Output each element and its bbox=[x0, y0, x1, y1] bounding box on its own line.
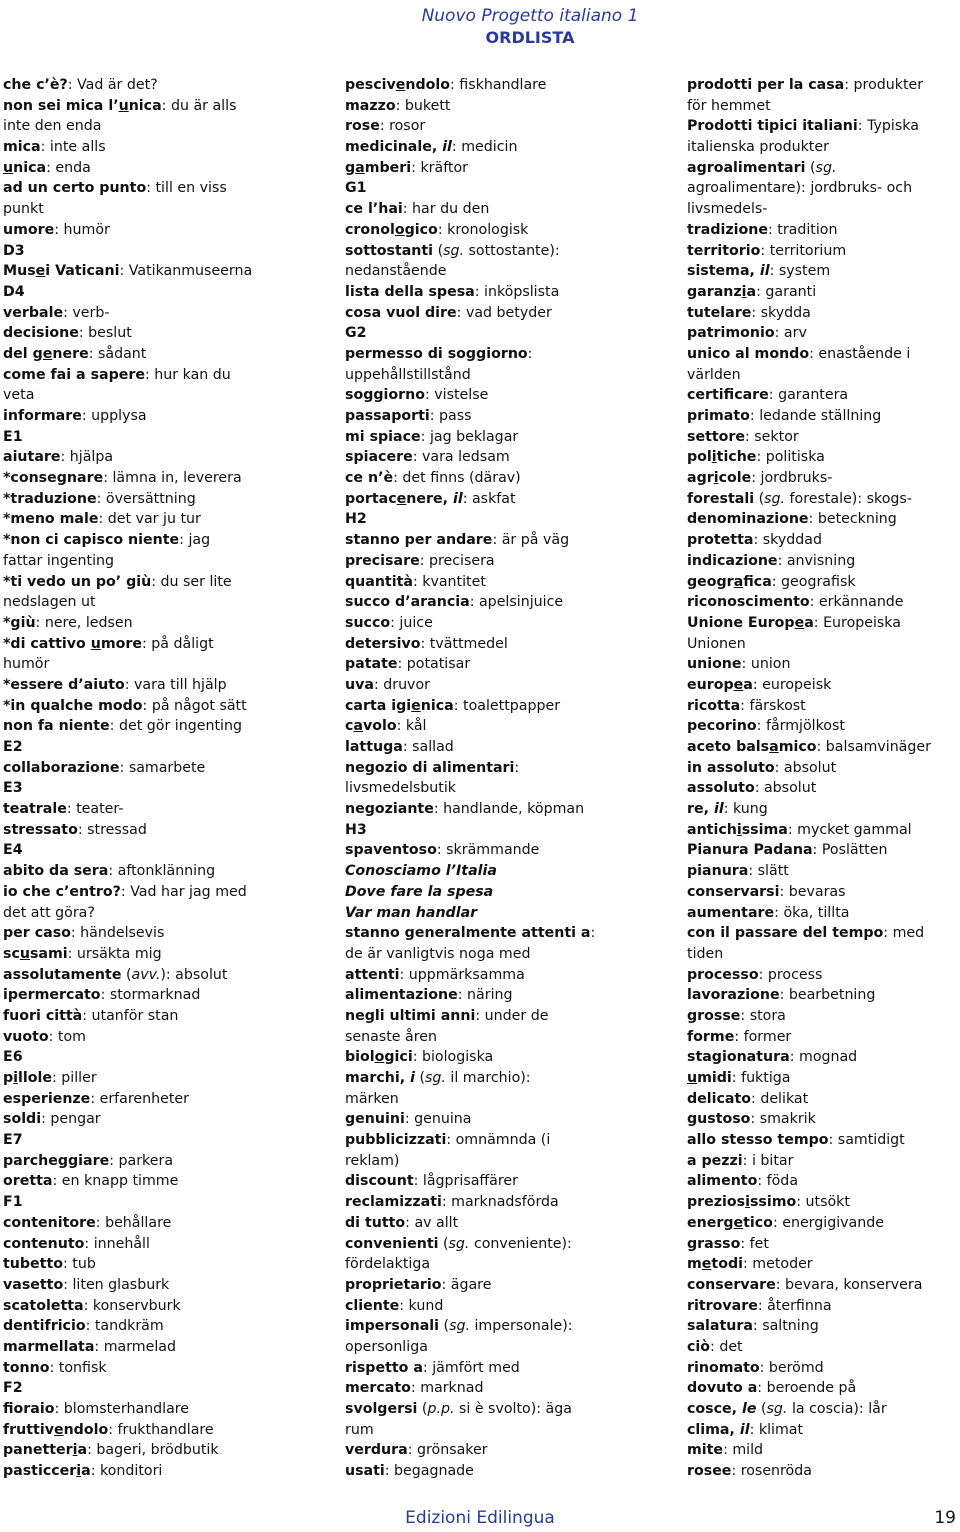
glossary-line: gamberi: kräftor bbox=[345, 159, 469, 176]
glossary-line: succo d’arancia: apelsinjuice bbox=[345, 594, 564, 611]
glossary-line: dentifricio: tandkräm bbox=[3, 1318, 164, 1335]
glossary-line: rose: rosor bbox=[345, 118, 426, 135]
glossary-line: quantità: kvantitet bbox=[345, 573, 486, 590]
glossary-line: contenitore: behållare bbox=[3, 1214, 172, 1231]
glossary-line: aiutare: hjälpa bbox=[3, 449, 114, 466]
page-number: 19 bbox=[934, 1508, 956, 1528]
glossary-line: oretta: en knapp timme bbox=[3, 1173, 179, 1190]
glossary-line: denominazione: beteckning bbox=[687, 511, 897, 528]
glossary-line: *in qualche modo: på något sätt bbox=[3, 697, 247, 714]
glossary-line: mica: inte alls bbox=[3, 139, 106, 156]
glossary-line: vasetto: liten glasburk bbox=[3, 1276, 170, 1293]
glossary-line: senaste åren bbox=[345, 1028, 437, 1045]
glossary-line: forme: former bbox=[687, 1028, 792, 1045]
glossary-line: *meno male: det var ju tur bbox=[3, 511, 201, 528]
glossary-line: carta igienica: toalettpapper bbox=[345, 697, 561, 714]
glossary-line: Musei Vaticani: Vatikanmuseerna bbox=[3, 263, 253, 280]
glossary-line: umidi: fuktiga bbox=[687, 1070, 791, 1086]
glossary-line: ritrovare: återfinna bbox=[687, 1297, 832, 1314]
glossary-line: soggiorno: vistelse bbox=[345, 387, 489, 404]
glossary-line: patate: potatisar bbox=[345, 656, 471, 673]
glossary-line: conservare: bevara, konservera bbox=[687, 1276, 923, 1293]
glossary-line: medicinale, il: medicin bbox=[345, 139, 518, 156]
glossary-line: non sei mica l’unica: du är alls bbox=[3, 97, 237, 114]
glossary-line: H3 bbox=[345, 821, 367, 838]
glossary-line: verbale: verb- bbox=[3, 304, 110, 321]
glossary-line: re, il: kung bbox=[687, 801, 768, 818]
glossary-line: spiacere: vara ledsam bbox=[345, 449, 510, 466]
glossary-line: settore: sektor bbox=[687, 428, 799, 445]
glossary-line: lattuga: sallad bbox=[345, 739, 454, 755]
glossary-line: non fa niente: det gör ingenting bbox=[3, 718, 242, 735]
glossary-line: cosce, le (sg. la coscia): lår bbox=[687, 1401, 887, 1417]
glossary-line: grasso: fet bbox=[687, 1235, 769, 1252]
glossary-line: ce n’è: det finns (därav) bbox=[345, 470, 521, 487]
footer-publisher: Edizioni Edilingua bbox=[405, 1508, 555, 1528]
glossary-line: esperienze: erfarenheter bbox=[3, 1090, 189, 1107]
glossary-line: delicato: delikat bbox=[687, 1090, 809, 1107]
glossary-line: certificare: garantera bbox=[687, 387, 849, 404]
glossary-line: europea: europeisk bbox=[687, 676, 832, 693]
glossary-line: usati: begagnade bbox=[345, 1463, 474, 1480]
glossary-line: unica: enda bbox=[3, 159, 91, 176]
glossary-line: pescivendolo: fiskhandlare bbox=[345, 77, 547, 93]
glossary-line: humör bbox=[3, 656, 50, 673]
glossary-line: contenuto: innehåll bbox=[3, 1235, 150, 1252]
glossary-line: Pianura Padana: Poslätten bbox=[687, 842, 888, 859]
glossary-line: rinomato: berömd bbox=[687, 1359, 824, 1376]
glossary-line: stanno per andare: är på väg bbox=[345, 532, 570, 549]
glossary-line: uva: druvor bbox=[345, 676, 430, 693]
glossary-line: Unione Europea: Europeiska bbox=[687, 614, 901, 631]
glossary-line: agroalimentari (sg. bbox=[687, 159, 837, 176]
glossary-line: pecorino: fårmjölkost bbox=[687, 718, 845, 735]
glossary-line: parcheggiare: parkera bbox=[3, 1152, 174, 1169]
glossary-line: rosee: rosenröda bbox=[687, 1463, 812, 1480]
glossary-line: G1 bbox=[345, 180, 367, 197]
glossary-line: biologici: biologiska bbox=[345, 1049, 494, 1066]
glossary-line: E4 bbox=[3, 842, 23, 859]
glossary-line: *essere d’aiuto: vara till hjälp bbox=[3, 676, 227, 693]
glossary-line: fördelaktiga bbox=[345, 1256, 431, 1273]
glossary-line: nedanstående bbox=[345, 263, 447, 280]
glossary-line: stressato: stressad bbox=[3, 821, 147, 838]
glossary-line: H2 bbox=[345, 511, 367, 528]
glossary-line: Prodotti tipici italiani: Typiska bbox=[687, 118, 919, 135]
section-title: ORDLISTA bbox=[485, 28, 575, 47]
glossary-line: spaventoso: skrämmande bbox=[345, 842, 540, 859]
glossary-line: alimentazione: näring bbox=[345, 987, 513, 1004]
glossary-line: aumentare: öka, tillta bbox=[687, 904, 850, 921]
glossary-line: patrimonio: arv bbox=[687, 325, 807, 342]
glossary-line: tubetto: tub bbox=[3, 1256, 96, 1273]
glossary-line: unione: union bbox=[687, 656, 791, 673]
glossary-line: indicazione: anvisning bbox=[687, 552, 856, 569]
glossary-line: precisare: precisera bbox=[345, 552, 495, 569]
glossary-line: fioraio: blomsterhandlare bbox=[3, 1401, 190, 1417]
glossary-line: mercato: marknad bbox=[345, 1380, 484, 1397]
glossary-line: Var man handlar bbox=[345, 904, 478, 921]
glossary-line: tiden bbox=[687, 945, 724, 962]
glossary-line: salatura: saltning bbox=[687, 1318, 819, 1335]
book-title: Nuovo Progetto italiano 1 bbox=[421, 6, 639, 26]
glossary-line: decisione: beslut bbox=[3, 325, 132, 342]
glossary-line: fuori città: utanför stan bbox=[3, 1007, 179, 1024]
glossary-line: io che c’entro?: Vad har jag med bbox=[3, 883, 247, 900]
glossary-line: negli ultimi anni: under de bbox=[345, 1007, 549, 1024]
glossary-line: metodi: metoder bbox=[687, 1256, 813, 1273]
glossary-line: livsmedelsbutik bbox=[345, 780, 457, 797]
glossary-line: informare: upplysa bbox=[3, 408, 147, 424]
glossary-line: primato: ledande ställning bbox=[687, 408, 882, 424]
glossary-line: Unionen bbox=[687, 635, 746, 652]
glossary-line: lista della spesa: inköpslista bbox=[345, 283, 560, 300]
glossary-line: ricotta: färskost bbox=[687, 697, 806, 714]
glossary-column-2 bbox=[345, 75, 625, 1482]
glossary-line: fruttivendolo: frukthandlare bbox=[3, 1421, 214, 1438]
glossary-line: unico al mondo: enastående i bbox=[687, 345, 911, 362]
glossary-line: scusami: ursäkta mig bbox=[3, 945, 162, 962]
glossary-line: D4 bbox=[3, 283, 25, 300]
glossary-line: italienska produkter bbox=[687, 139, 829, 156]
glossary-line: *di cattivo umore: på dåligt bbox=[3, 635, 214, 652]
glossary-line: tutelare: skydda bbox=[687, 304, 811, 321]
glossary-line: för hemmet bbox=[687, 97, 771, 114]
glossary-line: convenienti (sg. conveniente): bbox=[345, 1235, 572, 1252]
glossary-line: ce l’hai: har du den bbox=[345, 201, 490, 218]
glossary-line: preziosissimo: utsökt bbox=[687, 1194, 850, 1211]
glossary-line: umore: humör bbox=[3, 221, 110, 238]
glossary-line: verdura: grönsaker bbox=[345, 1442, 488, 1459]
glossary-line: impersonali (sg. impersonale): bbox=[345, 1318, 573, 1335]
glossary-line: svolgersi (p.p. si è svolto): äga bbox=[345, 1401, 572, 1417]
glossary-line: soldi: pengar bbox=[3, 1111, 101, 1128]
glossary-line: detersivo: tvättmedel bbox=[345, 635, 508, 652]
glossary-line: agroalimentare): jordbruks- och bbox=[687, 180, 913, 197]
glossary-line: rum bbox=[345, 1421, 374, 1438]
glossary-line: geografica: geografisk bbox=[687, 573, 856, 590]
glossary-line: lavorazione: bearbetning bbox=[687, 987, 876, 1004]
glossary-line: pasticceria: konditori bbox=[3, 1463, 163, 1480]
glossary-line: come fai a sapere: hur kan du bbox=[3, 366, 231, 383]
glossary-line: *traduzione: översättning bbox=[3, 490, 196, 507]
glossary-line: fattar ingenting bbox=[3, 552, 115, 569]
glossary-line: inte den enda bbox=[3, 118, 102, 135]
glossary-line: scatoletta: konservburk bbox=[3, 1297, 181, 1314]
glossary-line: D3 bbox=[3, 242, 25, 259]
glossary-line: punkt bbox=[3, 201, 44, 218]
glossary-line: pillole: piller bbox=[3, 1070, 97, 1086]
glossary-line: E6 bbox=[3, 1049, 23, 1066]
glossary-line: mi spiace: jag beklagar bbox=[345, 428, 519, 445]
glossary-line: *non ci capisco niente: jag bbox=[3, 532, 211, 549]
glossary-line: abito da sera: aftonklänning bbox=[3, 863, 216, 880]
glossary-line: *consegnare: lämna in, leverera bbox=[3, 470, 242, 487]
glossary-line: ad un certo punto: till en viss bbox=[3, 180, 227, 197]
glossary-line: clima, il: klimat bbox=[687, 1421, 804, 1438]
glossary-line: pianura: slätt bbox=[687, 863, 789, 880]
glossary-line: stagionatura: mognad bbox=[687, 1049, 858, 1066]
glossary-line: stanno generalmente attenti a: bbox=[345, 925, 596, 942]
glossary-line: reclamizzati: marknadsförda bbox=[345, 1194, 559, 1211]
glossary-line: mite: mild bbox=[687, 1442, 764, 1459]
glossary-line: che c’è?: Vad är det? bbox=[3, 77, 158, 93]
glossary-line: con il passare del tempo: med bbox=[687, 925, 925, 942]
glossary-line: antichissima: mycket gammal bbox=[687, 821, 912, 838]
glossary-line: cosa vuol dire: vad betyder bbox=[345, 304, 552, 321]
glossary-line: in assoluto: absolut bbox=[687, 759, 837, 776]
glossary-line: a pezzi: i bitar bbox=[687, 1152, 794, 1169]
glossary-line: assolutamente (avv.): absolut bbox=[3, 966, 228, 983]
glossary-line: garanzia: garanti bbox=[687, 283, 817, 300]
glossary-line: cavolo: kål bbox=[345, 718, 427, 735]
glossary-line: genuini: genuina bbox=[345, 1111, 472, 1128]
glossary-line: E1 bbox=[3, 428, 23, 445]
glossary-line: per caso: händelsevis bbox=[3, 925, 165, 942]
glossary-line: forestali (sg. forestale): skogs- bbox=[687, 490, 912, 507]
glossary-line: veta bbox=[3, 387, 35, 404]
glossary-line: F2 bbox=[3, 1380, 23, 1397]
glossary-line: ipermercato: stormarknad bbox=[3, 987, 201, 1004]
glossary-line: collaborazione: samarbete bbox=[3, 759, 206, 776]
glossary-line: opersonliga bbox=[345, 1338, 428, 1355]
glossary-line: negozio di alimentari: bbox=[345, 759, 520, 776]
glossary-line: riconoscimento: erkännande bbox=[687, 594, 904, 611]
glossary-line: mazzo: bukett bbox=[345, 97, 451, 114]
glossary-line: aceto balsamico: balsamvinäger bbox=[687, 739, 931, 755]
glossary-line: *giù: nere, ledsen bbox=[3, 614, 133, 631]
glossary-line: agricole: jordbruks- bbox=[687, 470, 833, 487]
glossary-line: världen bbox=[687, 366, 741, 383]
glossary-line: E3 bbox=[3, 780, 23, 797]
glossary-line: marmellata: marmelad bbox=[3, 1338, 176, 1355]
glossary-line: rispetto a: jämfört med bbox=[345, 1359, 520, 1376]
glossary-line: G2 bbox=[345, 325, 367, 342]
glossary-line: E7 bbox=[3, 1132, 23, 1149]
glossary-line: allo stesso tempo: samtidigt bbox=[687, 1132, 905, 1149]
glossary-line: assoluto: absolut bbox=[687, 780, 817, 797]
glossary-line: ciò: det bbox=[687, 1338, 743, 1355]
glossary-line: di tutto: av allt bbox=[345, 1214, 459, 1231]
glossary-line: negoziante: handlande, köpman bbox=[345, 801, 585, 818]
glossary-line: protetta: skyddad bbox=[687, 532, 822, 549]
glossary-column-3 bbox=[687, 75, 960, 1482]
glossary-line: succo: juice bbox=[345, 614, 433, 631]
glossary-column-1 bbox=[3, 75, 283, 1482]
page-header bbox=[0, 6, 960, 48]
glossary-line: det att göra? bbox=[3, 904, 95, 921]
glossary-line: nedslagen ut bbox=[3, 594, 96, 611]
glossary-line: gustoso: smakrik bbox=[687, 1111, 816, 1128]
glossary-line: politiche: politiska bbox=[687, 449, 825, 466]
glossary-line: territorio: territorium bbox=[687, 242, 847, 259]
glossary-line: marchi, i (sg. il marchio): bbox=[345, 1070, 531, 1086]
glossary-line: *ti vedo un po’ giù: du ser lite bbox=[3, 573, 232, 590]
glossary-line: teatrale: teater- bbox=[3, 801, 124, 818]
glossary-line: tonno: tonfisk bbox=[3, 1359, 107, 1376]
glossary-line: märken bbox=[345, 1090, 399, 1107]
glossary-line: sistema, il: system bbox=[687, 263, 831, 280]
glossary-line: F1 bbox=[3, 1194, 23, 1211]
glossary-line: cliente: kund bbox=[345, 1297, 444, 1314]
glossary-line: energetico: energigivande bbox=[687, 1214, 884, 1231]
glossary-line: grosse: stora bbox=[687, 1007, 786, 1024]
glossary-line: proprietario: ägare bbox=[345, 1276, 492, 1293]
glossary-line: permesso di soggiorno: bbox=[345, 345, 533, 362]
glossary-line: cronologico: kronologisk bbox=[345, 221, 529, 238]
glossary-line: alimento: föda bbox=[687, 1173, 799, 1190]
glossary-line: livsmedels- bbox=[687, 201, 768, 218]
glossary-line: processo: process bbox=[687, 966, 823, 983]
glossary-line: tradizione: tradition bbox=[687, 221, 838, 238]
glossary-line: de är vanligtvis noga med bbox=[345, 945, 531, 962]
glossary-line: vuoto: tom bbox=[3, 1028, 86, 1045]
glossary-line: prodotti per la casa: produkter bbox=[687, 77, 924, 93]
glossary-line: conservarsi: bevaras bbox=[687, 883, 846, 900]
glossary-line: uppehållstillstånd bbox=[345, 366, 471, 383]
glossary-line: passaporti: pass bbox=[345, 408, 472, 424]
glossary-line: del genere: sådant bbox=[3, 345, 147, 362]
glossary-line: portacenere, il: askfat bbox=[345, 490, 516, 507]
glossary-line: Conosciamo l’Italia bbox=[345, 863, 497, 880]
glossary-line: reklam) bbox=[345, 1152, 400, 1169]
glossary-line: pubblicizzati: omnämnda (i bbox=[345, 1132, 551, 1149]
glossary-line: dovuto a: beroende på bbox=[687, 1380, 857, 1397]
glossary-line: Dove fare la spesa bbox=[345, 883, 494, 900]
glossary-line: sottostanti (sg. sottostante): bbox=[345, 242, 560, 259]
glossary-line: E2 bbox=[3, 739, 23, 755]
glossary-line: discount: lågprisaffärer bbox=[345, 1173, 518, 1190]
glossary-line: attenti: uppmärksamma bbox=[345, 966, 525, 983]
glossary-line: panetteria: bageri, brödbutik bbox=[3, 1442, 219, 1459]
